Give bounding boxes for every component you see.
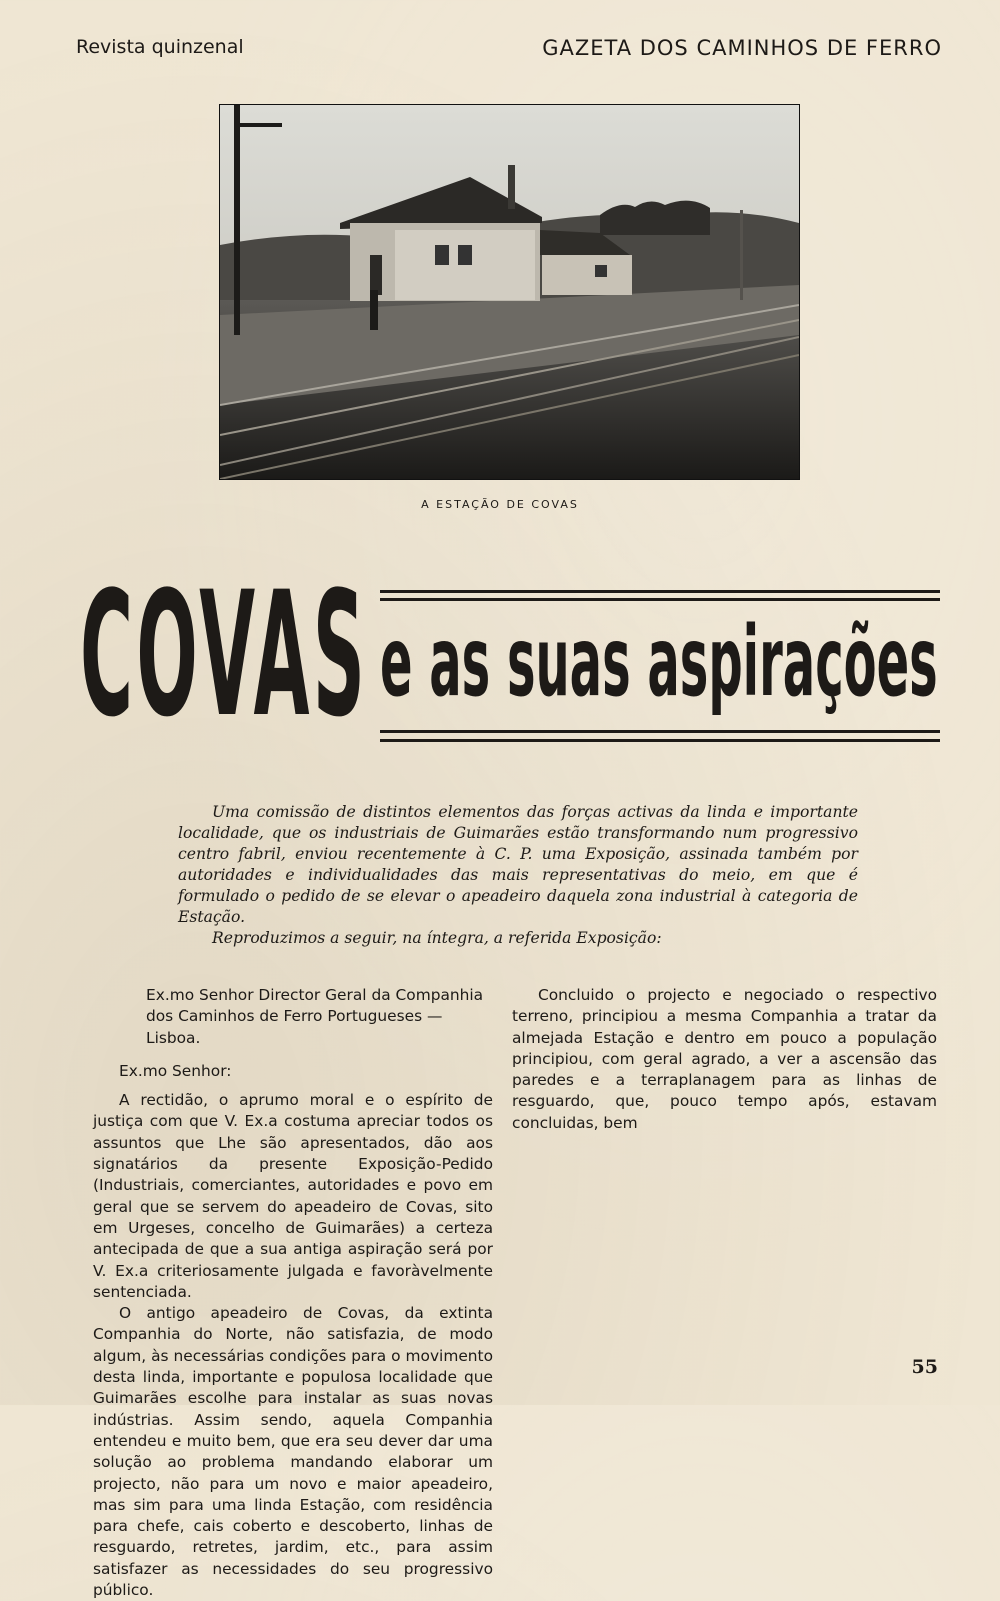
- intro-paragraph-1: Uma comissão de distintos elementos das forças activas da linda e importante localidade, que os industriais de Guimarães estão transformando num progressivo centro fabril, enviou recentemente à C. P. uma Exposição, assinada também por autoridades e individualidades das mais representativas do meio, em que é formulado o pedido de se elevar o apeadeiro daquela zona industrial à categoria de Estação.: [178, 803, 858, 926]
- letter-salutation: Ex.mo Senhor:: [119, 1061, 232, 1080]
- column-right: [512, 985, 937, 1134]
- running-head-left: Revista quinzenal: [76, 36, 244, 58]
- letter-paragraph-3: Concluido o projecto e negociado o respectivo terreno, principiou a mesma Companhia a tratar da almejada Estação e dentro em pouco a população principiou, com geral agrado, a ver a ascensão das paredes e a terraplanagem para as linhas de resguardo, que, pouco tempo após, estavam concluidas, bem: [512, 986, 937, 1132]
- column-left: [93, 985, 493, 1601]
- photo-caption: A ESTAÇÃO DE COVAS: [421, 498, 579, 511]
- headline-rule-bottom-2: [380, 739, 940, 742]
- running-head-right: GAZETA DOS CAMINHOS DE FERRO: [542, 36, 942, 60]
- letter-address: Ex.mo Senhor Director Geral da Companhia dos Caminhos de Ferro Portugueses — Lisboa.: [146, 986, 484, 1047]
- letter-paragraph-1: A rectidão, o aprumo moral e o espírito de justiça com que V. Ex.a costuma apreciar todos os assuntos que Lhe são apresentados, dão aos signatários da presente Exposição-Pedido (Industriais, comerciantes, autoridades e povo em geral que se servem do apeadeiro de Covas, sito em Urgeses, concelho de Guimarães) a certeza antecipada de que a sua antiga aspiração será por V. Ex.a criteriosamente julgada e favoràvelmente sentenciada.: [93, 1091, 493, 1301]
- letter-paragraph-2: O antigo apeadeiro de Covas, da extinta Companhia do Norte, não satisfazia, de modo algum, às necessárias condições para o movimento desta linda, importante e populosa localidade que Guimarães escolhe para instalar as suas novas indústrias. Assim sendo, aquela Companhia entendeu e muito bem, que era seu dever dar uma solução ao problema mandando elaborar um projecto, não para um novo e maior apeadeiro, mas sim para uma linda Estação, com residência para chefe, cais coberto e descoberto, linhas de resguardo, retretes, jardim, etc., para assim satisfazer as necessidades do seu progressivo público.: [93, 1304, 493, 1600]
- show-through-left: [70, 100, 210, 540]
- headline-main: COVAS: [80, 554, 369, 755]
- show-through-right: [815, 100, 945, 540]
- page-number: 55: [911, 1356, 938, 1378]
- headline-sub: e as suas aspirações: [380, 606, 938, 718]
- intro-text: [178, 802, 858, 949]
- headline-rule-bottom-1: [380, 730, 940, 733]
- headline-rule-top-1: [380, 590, 940, 593]
- station-photo: [219, 104, 800, 480]
- headline-rule-top-2: [380, 598, 940, 601]
- intro-paragraph-2: Reproduzimos a seguir, na íntegra, a referida Exposição:: [212, 929, 662, 947]
